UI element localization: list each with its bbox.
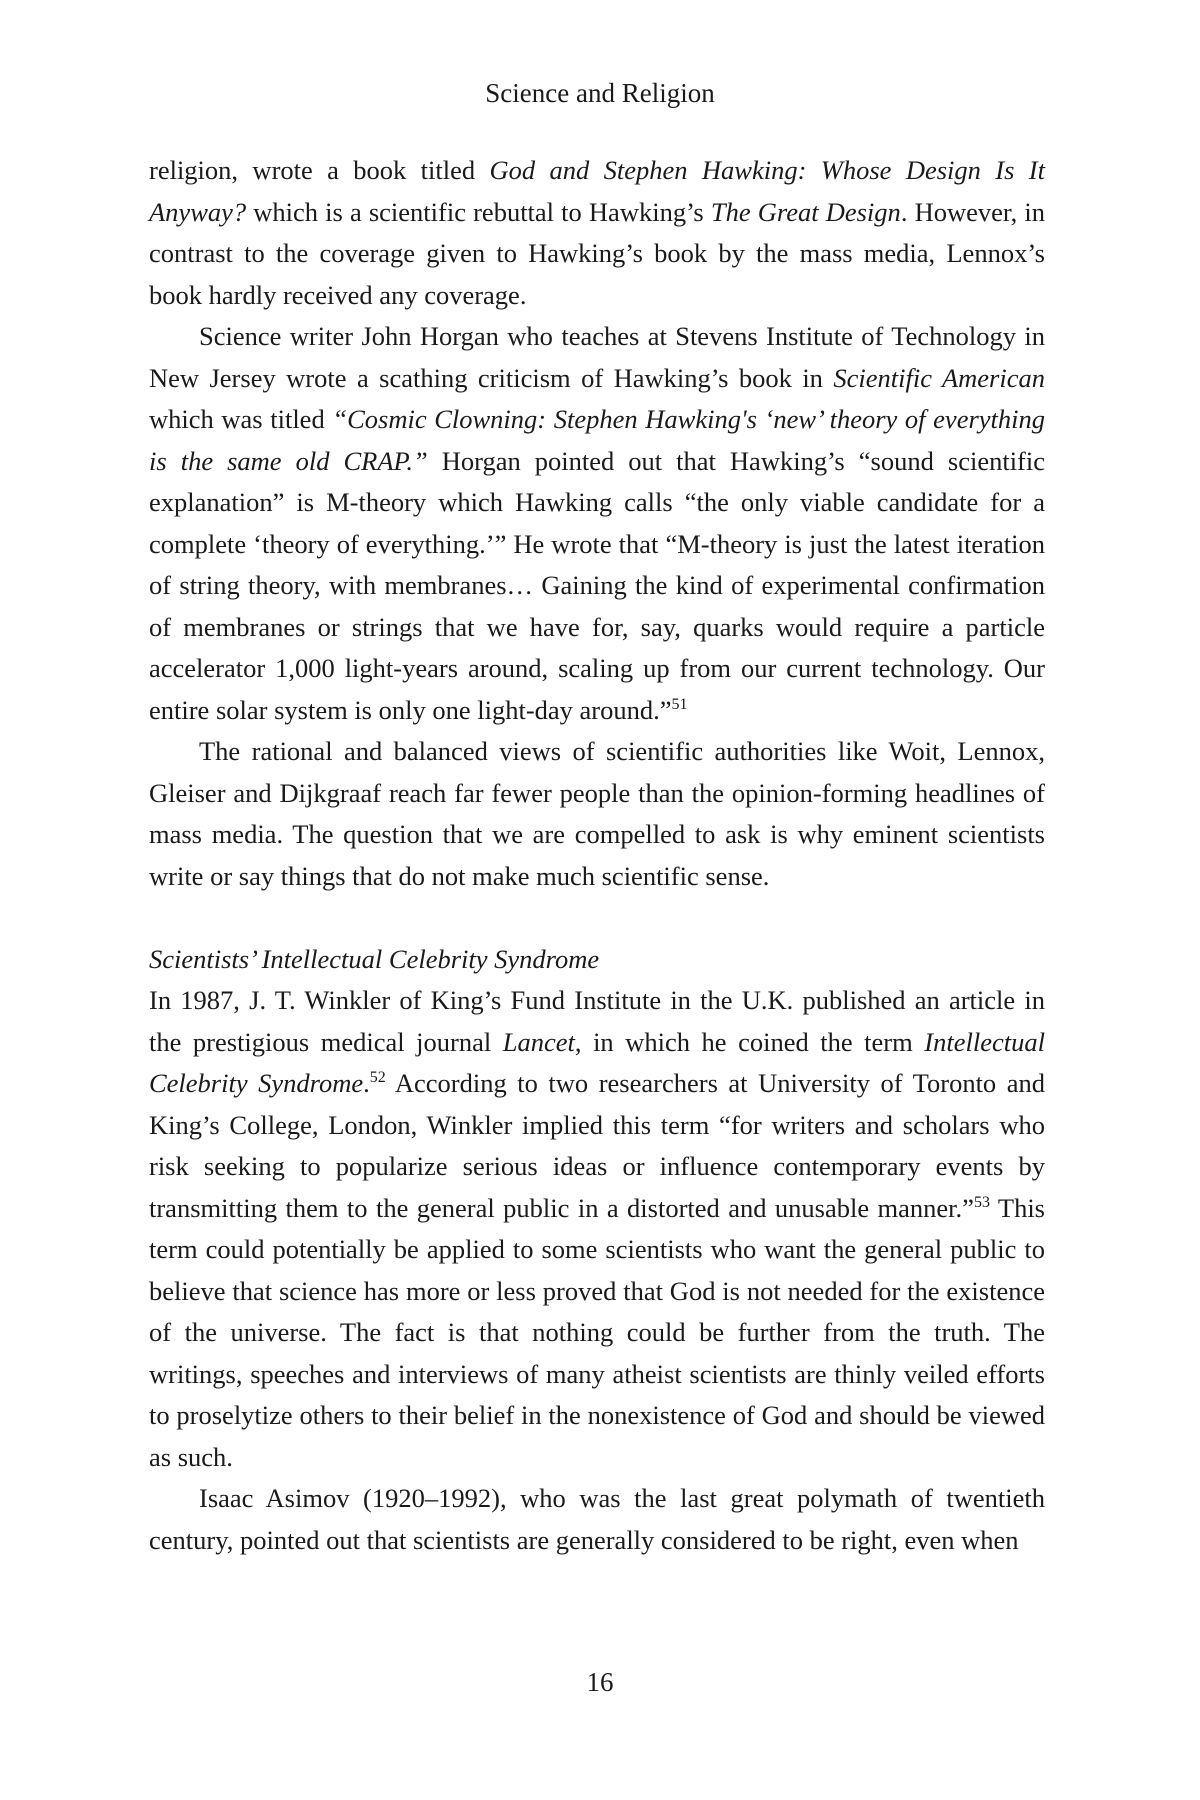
footnote-ref[interactable]: 53 [973,1193,990,1211]
book-title-lennox: God and Stephen Hawking: Whose Design Is It Anyway? [149,155,1045,227]
paragraph-1-text: . However, in contrast to the coverage given to Hawking’s book by the mass media, Lennox’s book hardly received any coverage. [149,196,1045,310]
paragraph-2-text: Horgan pointed out that Hawking’s “sound scientific explanation” is M-theory which Hawking calls “the only viable candidate for a complete ‘theory of everything.’” He wrote that “M-theory is just the latest iteration of string theory, with membranes… Gaining the kind of experimental confirmation of membranes or strings that we have for, say, quarks would require a particle accelerator 1,000 light-years around, scaling up from our current technology. Our entire solar system is only one light-day around.” [149,445,1046,725]
footnote-ref[interactable]: 52 [369,1069,386,1087]
journal-title: Scientific American [833,362,1045,393]
page-number: 16 [586,1667,614,1697]
running-head: Science and Religion [485,78,715,108]
paragraph-4-text: According to two researchers at University of Toronto and King’s College, London, Winkler implied this term “for writers and scholars who risk seeking to popularize serious ideas or influence contemporary events by transmitting them to the general public in a distorted and unusable manner.” [149,1068,1045,1223]
paragraph-5 [149,1478,1045,1561]
book-title-hawking: The Great Design [710,196,901,227]
paragraph-1 [149,150,1045,316]
coined-term: Intellectual Celebrity Syndrome [149,1026,1045,1098]
body-text [149,150,1045,1561]
paragraph-1-text: religion, wrote a book titled [149,155,490,185]
article-title: “Cosmic Clowning: Stephen Hawking's ‘new’ theory of everything is the same old CRAP.” [149,404,1046,476]
paragraph-4 [149,980,1045,1478]
paragraph-2-text: which was titled [149,404,333,434]
section-heading: Scientists’ Intellectual Celebrity Syndrome [149,943,600,974]
footnote-ref[interactable]: 51 [671,695,688,713]
journal-title: Lancet [502,1026,575,1057]
paragraph-4-text: , in which he coined the term [574,1026,925,1057]
paragraph-4-text: . [363,1068,370,1098]
paragraph-5-text: Isaac Asimov (1920–1992), who was the last great polymath of twentieth century, pointed out that scientists are generally considered to be right, even when [149,1483,1045,1555]
paragraph-4-text: This term could potentially be applied to some scientists who want the general public to believe that science has more or less proved that God is not needed for the existence of the universe. The fact is that nothing could be further from the truth. The writings, speeches and interviews of many atheist scientists are thinly veiled efforts to proselytize others to their belief in the nonexistence of God and should be viewed as such. [149,1192,1045,1472]
paragraph-4-text: In 1987, J. T. Winkler of King’s Fund Institute in the U.K. published an article in the prestigious medical journal [149,985,1045,1057]
paragraph-2 [149,316,1045,731]
paragraph-2-text: Science writer John Horgan who teaches at Stevens Institute of Technology in New Jersey wrote a scathing criticism of Hawking’s book in [149,321,1045,393]
paragraph-3 [149,731,1045,897]
paragraph-3-text: The rational and balanced views of scientific authorities like Woit, Lennox, Gleiser and Dijkgraaf reach far fewer people than the opinion-forming headlines of mass media. The question that we are compelled to ask is why eminent scientists write or say things that do not make much scientific sense. [149,736,1045,891]
paragraph-1-text: which is a scientific rebuttal to Hawking’s [246,196,711,227]
